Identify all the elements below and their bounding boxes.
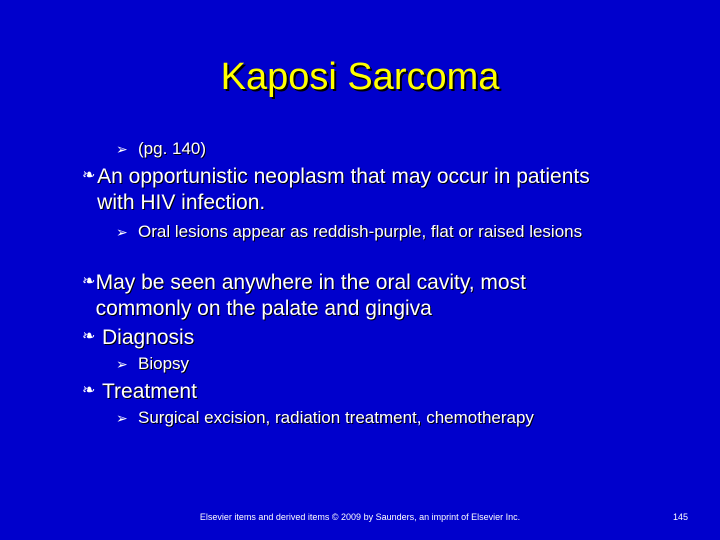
sub-bullet-text: Biopsy (138, 354, 190, 373)
slide-title: Kaposi Sarcoma (220, 56, 500, 98)
sub-bullet-item (116, 353, 189, 375)
page-number: 145 (672, 512, 688, 522)
copyright-footer: Elsevier items and derived items © 2009 by Saunders, an imprint of Elsevier Inc. (199, 512, 521, 522)
sub-bullet-item (116, 138, 206, 160)
main-bullet-item (82, 270, 622, 322)
wingdings-bullet-icon: ❧ (82, 273, 96, 290)
arrow-bullet-icon: ➢ (116, 356, 128, 372)
main-bullet-item (82, 164, 602, 216)
main-bullet-text: May be seen anywhere in the oral cavity, most commonly on the palate and gingiva (95, 271, 526, 320)
wingdings-bullet-icon: ❧ (82, 167, 96, 184)
main-bullet-text: An opportunistic neoplasm that may occur in patients with HIV infection. (97, 165, 590, 214)
main-bullet-text: Diagnosis (102, 326, 195, 349)
sub-bullet-item (116, 221, 616, 243)
sub-bullet-text: Surgical excision, radiation treatment, chemotherapy (138, 408, 534, 427)
arrow-bullet-icon: ➢ (116, 224, 128, 240)
wingdings-bullet-icon: ❧ (82, 328, 96, 345)
sub-bullet-text: Oral lesions appear as reddish-purple, flat or raised lesions (138, 222, 583, 241)
arrow-bullet-icon: ➢ (116, 141, 128, 157)
arrow-bullet-icon: ➢ (116, 410, 128, 426)
main-bullet-text: Treatment (102, 380, 197, 403)
main-bullet-item (82, 325, 194, 351)
sub-bullet-text: (pg. 140) (138, 139, 207, 158)
wingdings-bullet-icon: ❧ (82, 382, 96, 399)
main-bullet-item (82, 379, 197, 405)
sub-bullet-item (116, 407, 534, 429)
